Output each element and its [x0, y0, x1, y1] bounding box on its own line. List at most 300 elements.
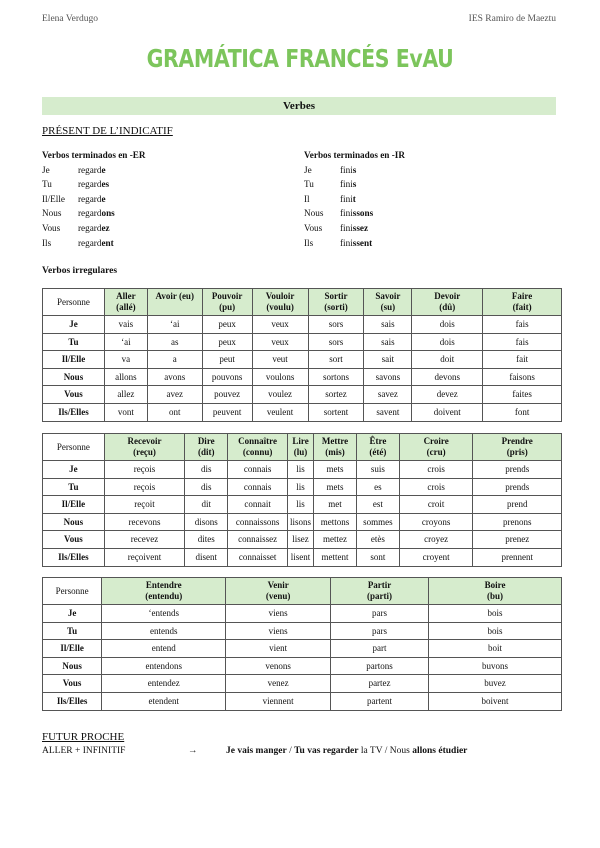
table-row — [43, 461, 562, 479]
verb-header — [252, 289, 308, 316]
ir-column — [304, 148, 405, 250]
conjugation-cell: allez — [104, 386, 147, 404]
conjugation-cell: prend — [473, 496, 562, 514]
verb-header — [228, 434, 288, 461]
conjugation-cell: fais — [483, 316, 562, 334]
ir-verb-form — [340, 163, 356, 178]
conjugation-cell: suis — [356, 461, 399, 479]
verb-name: Lire — [292, 436, 309, 446]
ir-ending: ssez — [352, 222, 369, 233]
person-cell: Il/Elle — [43, 351, 105, 369]
er-column — [42, 148, 146, 250]
table-row — [43, 675, 562, 693]
conjugation-cell: sors — [308, 333, 364, 351]
conjugation-cell: faisons — [483, 368, 562, 386]
verb-header — [314, 434, 357, 461]
conjugation-cell: pouvons — [202, 368, 252, 386]
verb-header — [412, 289, 483, 316]
conjugation-cell: pars — [331, 622, 429, 640]
conjugation-cell: ‘ai — [104, 333, 147, 351]
person-cell: Vous — [43, 386, 105, 404]
verb-header — [226, 578, 331, 605]
conjugation-cell: mets — [314, 461, 357, 479]
futur-sep-1: / — [286, 746, 295, 756]
verb-name: Pouvoir — [211, 291, 243, 301]
person-header: Personne — [43, 578, 102, 605]
er-ending: ez — [101, 222, 110, 233]
conjugation-cell: partez — [331, 675, 429, 693]
conjugation-cell: sont — [356, 548, 399, 566]
er-row — [42, 163, 146, 178]
ir-stem: fini — [340, 237, 353, 248]
person-cell: Je — [43, 605, 102, 623]
er-row — [42, 177, 146, 192]
conjugation-cell: lisez — [288, 531, 314, 549]
er-verb-form — [78, 206, 115, 221]
futur-example-3: allons étudier — [412, 746, 468, 756]
conjugation-cell: prends — [473, 461, 562, 479]
conjugation-cell: font — [483, 403, 562, 421]
conjugation-cell: peut — [202, 351, 252, 369]
verb-header — [356, 434, 399, 461]
verb-name: Être — [369, 436, 387, 446]
verb-header — [104, 434, 185, 461]
conjugation-cell: avez — [147, 386, 202, 404]
verb-name: Mettre — [321, 436, 349, 446]
verb-participle: (fait) — [512, 302, 532, 312]
er-ending: es — [101, 179, 110, 190]
conjugation-cell: dis — [185, 478, 228, 496]
conjugation-cell: fait — [483, 351, 562, 369]
verb-name: Avoir (eu) — [155, 291, 194, 301]
er-ending: ons — [101, 208, 115, 219]
conjugation-cell: partent — [331, 692, 429, 710]
conjugation-cell: est — [356, 496, 399, 514]
futur-example-2-rest: la TV — [358, 746, 383, 756]
conjugation-cell: vient — [226, 640, 331, 658]
verb-name: Venir — [267, 580, 289, 590]
conjugation-cell: croyons — [399, 513, 473, 531]
table-row — [43, 351, 562, 369]
conjugation-cell: connaissons — [228, 513, 288, 531]
verb-name: Faire — [511, 291, 533, 301]
ir-verb-form — [340, 221, 368, 236]
verb-participle: (été) — [369, 447, 387, 457]
person-header: Personne — [43, 434, 105, 461]
verb-name: Savoir — [375, 291, 401, 301]
ir-row — [304, 163, 405, 178]
conjugation-cell: recevons — [104, 513, 185, 531]
person-header: Personne — [43, 289, 105, 316]
irregulars-title: Verbos irregulares — [42, 266, 118, 276]
er-pronoun: Nous — [42, 208, 62, 219]
table-row — [43, 403, 562, 421]
verb-name: Connaître — [238, 436, 278, 446]
conjugation-cell: ‘ai — [147, 316, 202, 334]
conjugation-cell: etès — [356, 531, 399, 549]
table-header-row — [43, 434, 562, 461]
conjugation-cell: venons — [226, 657, 331, 675]
conjugation-cell: dois — [412, 316, 483, 334]
conjugation-cell: sortent — [308, 403, 364, 421]
conjugation-cell: voulez — [252, 386, 308, 404]
table-row — [43, 548, 562, 566]
conjugation-cell: sais — [364, 316, 412, 334]
verb-name: Entendre — [145, 580, 182, 590]
ir-row — [304, 177, 405, 192]
table-row — [43, 657, 562, 675]
conjugation-cell: savent — [364, 403, 412, 421]
conjugation-cell: viennent — [226, 692, 331, 710]
conjugation-cell: veulent — [252, 403, 308, 421]
conjugation-cell: va — [104, 351, 147, 369]
verb-participle: (dit) — [197, 447, 215, 457]
er-stem: regard — [78, 179, 102, 190]
conjugation-cell: croyez — [399, 531, 473, 549]
conjugation-cell: sais — [364, 333, 412, 351]
conjugation-cell: vont — [104, 403, 147, 421]
table-row — [43, 368, 562, 386]
er-title: Verbos terminados en -ER — [42, 150, 146, 160]
arrow-icon: → — [188, 746, 198, 756]
conjugation-cell: sait — [364, 351, 412, 369]
er-verb-form — [78, 236, 114, 251]
conjugation-cell: viens — [226, 622, 331, 640]
verb-participle: (su) — [380, 302, 396, 312]
table-row — [43, 622, 562, 640]
er-ending: e — [101, 164, 106, 175]
conjugation-cell: sortez — [308, 386, 364, 404]
ir-stem: fini — [340, 222, 353, 233]
verb-name: Devoir — [434, 291, 461, 301]
verb-header — [308, 289, 364, 316]
conjugation-cell: prennent — [473, 548, 562, 566]
person-cell: Il/Elle — [43, 496, 105, 514]
verb-participle: (voulu) — [266, 302, 294, 312]
conjugation-cell: sommes — [356, 513, 399, 531]
ir-pronoun: Il — [304, 193, 310, 204]
ir-ending: s — [352, 179, 357, 190]
er-pronoun: Vous — [42, 222, 61, 233]
conjugation-cell: bois — [429, 622, 562, 640]
ir-stem: fini — [340, 193, 353, 204]
conjugation-cell: reçois — [104, 461, 185, 479]
verb-header — [364, 289, 412, 316]
conjugation-cell: veux — [252, 316, 308, 334]
ir-row — [304, 192, 405, 207]
er-verb-form — [78, 192, 106, 207]
ir-pronoun: Ils — [304, 237, 314, 248]
verb-participle: (dû) — [439, 302, 456, 312]
verb-participle: (entendu) — [145, 591, 183, 601]
er-stem: regard — [78, 193, 102, 204]
conjugation-cell: voulons — [252, 368, 308, 386]
ir-verb-form — [340, 177, 356, 192]
verb-name: Vouloir — [265, 291, 295, 301]
table-row — [43, 640, 562, 658]
verb-name: Sortir — [324, 291, 348, 301]
table-row — [43, 478, 562, 496]
verb-header — [102, 578, 226, 605]
person-cell: Je — [43, 461, 105, 479]
conjugation-cell: dites — [185, 531, 228, 549]
conjugation-cell: peuvent — [202, 403, 252, 421]
ir-row — [304, 206, 405, 221]
conjugation-cell: doit — [412, 351, 483, 369]
conjugation-cell: lis — [288, 496, 314, 514]
conjugation-cell: croit — [399, 496, 473, 514]
ir-pronoun: Tu — [304, 179, 314, 190]
futur-rule: ALLER + INFINITIF — [42, 746, 126, 756]
conjugation-cell: buvons — [429, 657, 562, 675]
ir-row — [304, 221, 405, 236]
header-author: Elena Verdugo — [42, 14, 99, 24]
conjugation-cell: bois — [429, 605, 562, 623]
conjugation-cell: veut — [252, 351, 308, 369]
futur-examples — [226, 746, 467, 756]
ir-verb-form — [340, 192, 356, 207]
conjugation-cell: lisent — [288, 548, 314, 566]
er-row — [42, 192, 146, 207]
verb-header — [202, 289, 252, 316]
ir-pronoun: Vous — [304, 222, 323, 233]
person-cell: Ils/Elles — [43, 548, 105, 566]
er-pronoun: Je — [42, 164, 50, 175]
verb-name: Recevoir — [127, 436, 162, 446]
conjugation-cell: doivent — [412, 403, 483, 421]
verb-header — [104, 289, 147, 316]
conjugation-cell: reçoivent — [104, 548, 185, 566]
conjugation-cell: connaissez — [228, 531, 288, 549]
irregular-verbs-table-2 — [42, 433, 562, 567]
verb-participle: (bu) — [487, 591, 504, 601]
person-cell: Nous — [43, 368, 105, 386]
verb-participle: (connu) — [242, 447, 273, 457]
ir-verb-form — [340, 236, 372, 251]
er-row — [42, 236, 146, 251]
er-stem: regard — [78, 164, 102, 175]
conjugation-cell: partons — [331, 657, 429, 675]
conjugation-cell: lis — [288, 478, 314, 496]
person-cell: Tu — [43, 622, 102, 640]
person-cell: Nous — [43, 513, 105, 531]
verb-header — [147, 289, 202, 316]
conjugation-cell: entends — [102, 622, 226, 640]
ir-stem: fini — [340, 208, 353, 219]
verb-name: Aller — [116, 291, 136, 301]
verb-name: Boire — [484, 580, 506, 590]
verb-participle: (venu) — [265, 591, 291, 601]
conjugation-cell: prenons — [473, 513, 562, 531]
conjugation-cell: met — [314, 496, 357, 514]
table-row — [43, 513, 562, 531]
table-row — [43, 605, 562, 623]
conjugation-cell: a — [147, 351, 202, 369]
conjugation-cell: crois — [399, 461, 473, 479]
table-row — [43, 531, 562, 549]
ir-pronoun: Je — [304, 164, 312, 175]
conjugation-cell: connais — [228, 461, 288, 479]
conjugation-cell: entend — [102, 640, 226, 658]
conjugation-cell: avons — [147, 368, 202, 386]
conjugation-cell: vais — [104, 316, 147, 334]
futur-example-2: Tu vas regarder — [294, 746, 359, 756]
conjugation-cell: viens — [226, 605, 331, 623]
er-verb-form — [78, 221, 110, 236]
ir-title: Verbos terminados en -IR — [304, 150, 405, 160]
conjugation-cell: boivent — [429, 692, 562, 710]
conjugation-cell: pars — [331, 605, 429, 623]
er-stem: regard — [78, 222, 102, 233]
conjugation-cell: mettons — [314, 513, 357, 531]
verb-name: Croire — [423, 436, 449, 446]
table-row — [43, 496, 562, 514]
verb-header — [331, 578, 429, 605]
verb-participle: (parti) — [367, 591, 393, 601]
conjugation-cell: connait — [228, 496, 288, 514]
ir-verb-form — [340, 206, 373, 221]
conjugation-cell: reçoit — [104, 496, 185, 514]
conjugation-cell: peux — [202, 333, 252, 351]
conjugation-cell: dit — [185, 496, 228, 514]
conjugation-cell: croyent — [399, 548, 473, 566]
ir-ending: ssent — [352, 237, 373, 248]
conjugation-cell: devons — [412, 368, 483, 386]
conjugation-cell: boit — [429, 640, 562, 658]
person-cell: Tu — [43, 478, 105, 496]
conjugation-cell: part — [331, 640, 429, 658]
conjugation-cell: recevez — [104, 531, 185, 549]
er-row — [42, 206, 146, 221]
irregular-verbs-table-3 — [42, 577, 562, 711]
verb-participle: (pris) — [506, 447, 528, 457]
conjugation-cell: venez — [226, 675, 331, 693]
conjugation-cell: devez — [412, 386, 483, 404]
ir-pronoun: Nous — [304, 208, 324, 219]
verb-header — [185, 434, 228, 461]
conjugation-cell: peux — [202, 316, 252, 334]
conjugation-cell: etendent — [102, 692, 226, 710]
table-row — [43, 316, 562, 334]
verb-header — [399, 434, 473, 461]
futur-heading: FUTUR PROCHE — [42, 731, 125, 743]
conjugation-cell: veux — [252, 333, 308, 351]
verb-participle: (pu) — [219, 302, 236, 312]
verb-participle: (reçu) — [133, 447, 156, 457]
person-cell: Tu — [43, 333, 105, 351]
section-bar-verbes: Verbes — [42, 97, 556, 115]
verb-participle-empty — [149, 302, 201, 313]
present-heading: PRÉSENT DE L’INDICATIF — [42, 125, 173, 137]
er-pronoun: Ils — [42, 237, 52, 248]
person-cell: Ils/Elles — [43, 692, 102, 710]
conjugation-cell: savez — [364, 386, 412, 404]
ir-stem: fini — [340, 164, 353, 175]
ir-ending: ssons — [352, 208, 374, 219]
conjugation-cell: pouvez — [202, 386, 252, 404]
conjugation-cell: sors — [308, 316, 364, 334]
page-title: GRAMÁTICA FRANCÉS EvAU — [146, 44, 454, 73]
conjugation-cell: dis — [185, 461, 228, 479]
conjugation-cell: mettez — [314, 531, 357, 549]
person-cell: Je — [43, 316, 105, 334]
conjugation-cell: ont — [147, 403, 202, 421]
table-header-row — [43, 289, 562, 316]
verb-participle: (mis) — [325, 447, 345, 457]
conjugation-cell: ‘entends — [102, 605, 226, 623]
header-school: IES Ramiro de Maeztu — [468, 14, 556, 24]
verb-header — [288, 434, 314, 461]
conjugation-cell: connais — [228, 478, 288, 496]
conjugation-cell: sort — [308, 351, 364, 369]
person-cell: Il/Elle — [43, 640, 102, 658]
ir-row — [304, 236, 405, 251]
conjugation-cell: mettent — [314, 548, 357, 566]
table-row — [43, 333, 562, 351]
er-pronoun: Il/Elle — [42, 193, 65, 204]
futur-sep-2: / Nous — [382, 746, 413, 756]
verb-header — [473, 434, 562, 461]
verb-name: Prendre — [501, 436, 533, 446]
conjugation-cell: fais — [483, 333, 562, 351]
verb-name: Dire — [197, 436, 215, 446]
conjugation-cell: reçois — [104, 478, 185, 496]
conjugation-cell: entendez — [102, 675, 226, 693]
verb-name: Partir — [367, 580, 392, 590]
er-stem: regard — [78, 237, 102, 248]
conjugation-cell: lisons — [288, 513, 314, 531]
person-cell: Nous — [43, 657, 102, 675]
ir-ending: s — [352, 164, 357, 175]
ir-ending: t — [352, 193, 356, 204]
verb-participle: (cru) — [426, 447, 446, 457]
conjugation-cell: mets — [314, 478, 357, 496]
conjugation-cell: connaisset — [228, 548, 288, 566]
person-cell: Ils/Elles — [43, 403, 105, 421]
er-verb-form — [78, 163, 106, 178]
conjugation-cell: disent — [185, 548, 228, 566]
conjugation-cell: dois — [412, 333, 483, 351]
er-stem: regard — [78, 208, 102, 219]
conjugation-cell: prenez — [473, 531, 562, 549]
er-ending: e — [101, 193, 106, 204]
er-verb-form — [78, 177, 109, 192]
conjugation-cell: sortons — [308, 368, 364, 386]
table-header-row — [43, 578, 562, 605]
table-row — [43, 692, 562, 710]
conjugation-cell: savons — [364, 368, 412, 386]
futur-example-1: Je vais manger — [226, 746, 287, 756]
conjugation-cell: lis — [288, 461, 314, 479]
conjugation-cell: entendons — [102, 657, 226, 675]
er-ending: ent — [101, 237, 114, 248]
conjugation-cell: disons — [185, 513, 228, 531]
irregular-verbs-table-1 — [42, 288, 562, 422]
conjugation-cell: faites — [483, 386, 562, 404]
conjugation-cell: buvez — [429, 675, 562, 693]
person-cell: Vous — [43, 531, 105, 549]
person-cell: Vous — [43, 675, 102, 693]
ir-stem: fini — [340, 179, 353, 190]
conjugation-cell: crois — [399, 478, 473, 496]
verb-participle: (lu) — [293, 447, 308, 457]
verb-header — [429, 578, 562, 605]
table-row — [43, 386, 562, 404]
er-row — [42, 221, 146, 236]
er-pronoun: Tu — [42, 179, 52, 190]
conjugation-cell: allons — [104, 368, 147, 386]
verb-participle: (sorti) — [324, 302, 348, 312]
